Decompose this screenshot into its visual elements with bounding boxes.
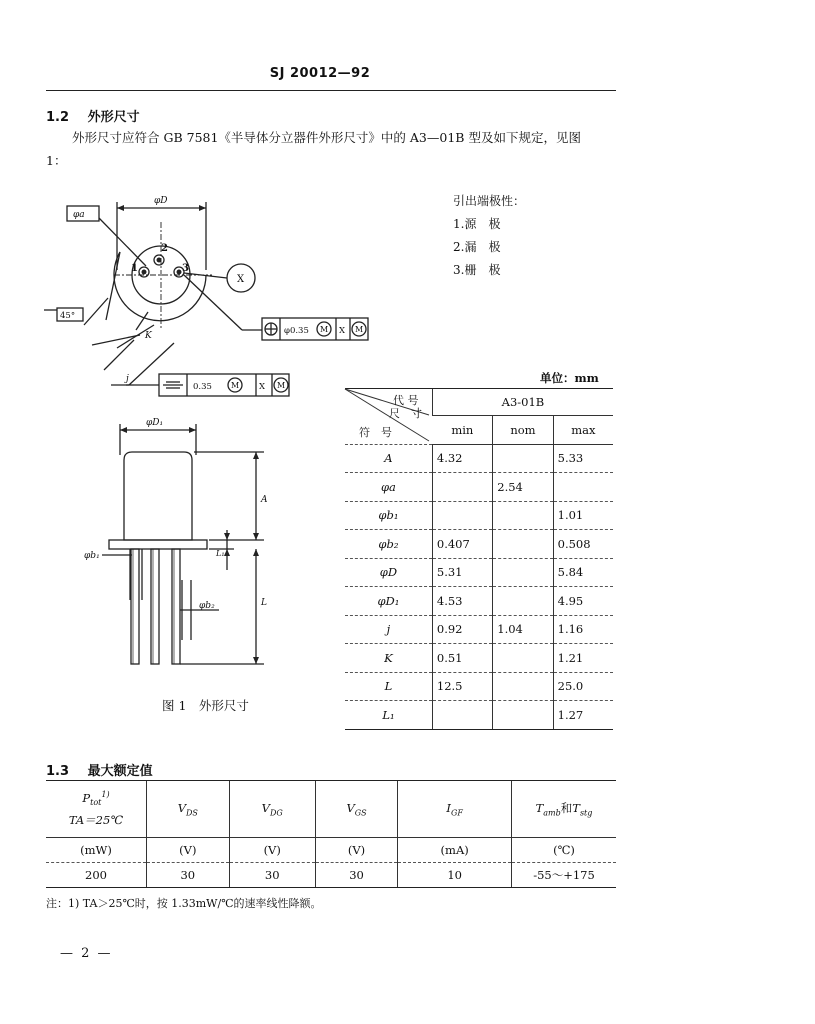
dim-symbol: φa: [345, 473, 432, 502]
table-row: [345, 501, 613, 530]
dim-symbol: K: [345, 644, 432, 673]
dim-symbol: L₁: [345, 701, 432, 730]
pin-label-3: 3: [182, 263, 189, 274]
dim-min: 4.53: [432, 587, 492, 616]
header-code-label: 代 号: [393, 394, 419, 407]
mmc-symbol: M: [277, 381, 286, 390]
dim-min: 5.31: [432, 558, 492, 587]
dim-max: 4.95: [553, 587, 613, 616]
pin-label-2: 2: [161, 243, 168, 254]
dim-min: 12.5: [432, 672, 492, 701]
dim-symbol: L: [345, 672, 432, 701]
dim-max: 0.508: [553, 530, 613, 559]
figure-caption: 图 1 外形尺寸: [162, 698, 249, 713]
label-j: j: [126, 374, 129, 384]
unit-cell: (V): [315, 838, 398, 863]
table-row: [345, 615, 613, 644]
label-k: K: [145, 331, 152, 341]
pin-polarity-item: 3.栅 极: [453, 263, 501, 277]
dim-symbol: φD₁: [345, 587, 432, 616]
dim-symbol: φD: [345, 558, 432, 587]
section-1-2-paragraph-line2: 1：: [46, 153, 67, 168]
dim-min: [432, 501, 492, 530]
col-max: max: [553, 416, 613, 445]
pin-label-1: 1: [131, 263, 138, 274]
section-1-3-number: 1.3: [46, 764, 70, 779]
unit-cell: (mW): [46, 838, 147, 863]
dim-nom: [493, 587, 553, 616]
dim-symbol: j: [345, 615, 432, 644]
unit-cell: (V): [147, 838, 230, 863]
dim-max: 5.33: [553, 444, 613, 473]
pin-polarity-title: 引出端极性：: [453, 194, 526, 208]
table-row: [345, 558, 613, 587]
pin-polarity-item: 2.漏 极: [453, 240, 501, 254]
label-phi-a: φa: [73, 210, 85, 220]
unit-cell: (mA): [398, 838, 512, 863]
max-ratings-table: [46, 780, 616, 888]
dim-symbol: A: [345, 444, 432, 473]
table-row: [345, 473, 613, 502]
dim-min: 0.51: [432, 644, 492, 673]
section-1-3-heading: [46, 760, 153, 779]
dim-nom: [493, 644, 553, 673]
label-phi-d1: φD₁: [146, 418, 164, 428]
table-row: [345, 587, 613, 616]
section-1-2-heading: [46, 106, 140, 125]
dim-max: 5.84: [553, 558, 613, 587]
value-cell: 30: [315, 863, 398, 888]
document-code: SJ 20012—92: [269, 66, 371, 81]
header-rule: [46, 90, 616, 91]
dim-min: [432, 701, 492, 730]
section-1-2-number: 1.2: [46, 110, 70, 125]
dim-min: [432, 473, 492, 502]
vgs-header: $V_{GS}$: [315, 781, 398, 838]
ratings-values-row: [46, 863, 616, 888]
unit-cell: (℃): [512, 838, 617, 863]
dim-nom: [493, 558, 553, 587]
datum-x-label: X: [237, 274, 245, 285]
dim-nom: 1.04: [493, 615, 553, 644]
dim-nom: [493, 444, 553, 473]
dim-nom: 2.54: [493, 473, 553, 502]
dim-max: [553, 473, 613, 502]
dim-max: 25.0: [553, 672, 613, 701]
side-view-drawing: [84, 410, 284, 680]
label-l1: L₁: [216, 549, 225, 558]
datum-ref-x: X: [259, 382, 266, 392]
ratings-header-row: [46, 781, 616, 838]
table-row: [345, 444, 613, 473]
position-tolerance-value: φ0.35: [284, 326, 309, 336]
table-header-row-1: [345, 389, 613, 416]
dim-nom: [493, 530, 553, 559]
value-cell: 10: [398, 863, 512, 888]
vdg-header: $V_{DG}$: [229, 781, 315, 838]
temp-header: $T_{amb}$和$T_{stg}$: [512, 781, 617, 838]
dim-min: 0.92: [432, 615, 492, 644]
col-nom: nom: [493, 416, 553, 445]
pin-polarity-item: 1.源 极: [453, 217, 501, 231]
label-a: A: [261, 495, 268, 505]
table-row: [345, 701, 613, 730]
table-unit: 单位：mm: [540, 371, 599, 385]
ratings-units-row: [46, 838, 616, 863]
pin-polarity-list: [453, 190, 525, 282]
top-view-drawing: [44, 180, 364, 410]
value-cell: 30: [147, 863, 230, 888]
value-cell: -55～+175: [512, 863, 617, 888]
dim-symbol: φb₂: [345, 530, 432, 559]
label-l: L: [261, 598, 267, 608]
table-row: [345, 530, 613, 559]
mmc-symbol: M: [355, 325, 364, 334]
dim-max: 1.27: [553, 701, 613, 730]
dim-symbol: φb₁: [345, 501, 432, 530]
value-cell: 200: [46, 863, 147, 888]
label-phi-b2: φb₂: [199, 601, 215, 611]
footnote: 注：1) TA＞25℃时，按 1.33mW/℃的速率线性降额。: [46, 897, 322, 910]
table-row: [345, 672, 613, 701]
dimension-table: [345, 388, 613, 730]
dim-nom: [493, 701, 553, 730]
igf-header: $I_{GF}$: [398, 781, 512, 838]
label-phi-d: φD: [154, 196, 168, 206]
page-number: — 2 —: [60, 946, 113, 961]
diagonal-header-cell: [345, 389, 432, 445]
mmc-symbol: M: [320, 325, 329, 334]
unit-cell: (V): [229, 838, 315, 863]
ptot-header: $P_{tot}^{1)}$ TA＝25℃: [46, 781, 147, 838]
mmc-symbol: M: [231, 381, 240, 390]
dim-min: 4.32: [432, 444, 492, 473]
section-1-2-paragraph-line1: 外形尺寸应符合 GB 7581《半导体分立器件外形尺寸》中的 A3—01B 型及如下规定，见图: [72, 130, 581, 145]
datum-ref-x: X: [339, 326, 346, 336]
section-1-3-title: 最大额定值: [87, 764, 153, 779]
dim-max: 1.16: [553, 615, 613, 644]
dim-nom: [493, 672, 553, 701]
type-header: A3-01B: [432, 389, 613, 416]
dim-nom: [493, 501, 553, 530]
dim-max: 1.01: [553, 501, 613, 530]
angle-label: 45°: [60, 311, 76, 321]
symmetry-tolerance-value: 0.35: [193, 382, 212, 392]
table-row: [345, 644, 613, 673]
col-min: min: [432, 416, 492, 445]
vds-header: $V_{DS}$: [147, 781, 230, 838]
value-cell: 30: [229, 863, 315, 888]
section-1-2-title: 外形尺寸: [87, 110, 140, 125]
dim-min: 0.407: [432, 530, 492, 559]
header-size-label: 尺 寸: [389, 407, 422, 420]
label-phi-b1: φb₁: [84, 551, 100, 561]
header-symbol-label: 符 号: [359, 426, 392, 439]
dim-max: 1.21: [553, 644, 613, 673]
